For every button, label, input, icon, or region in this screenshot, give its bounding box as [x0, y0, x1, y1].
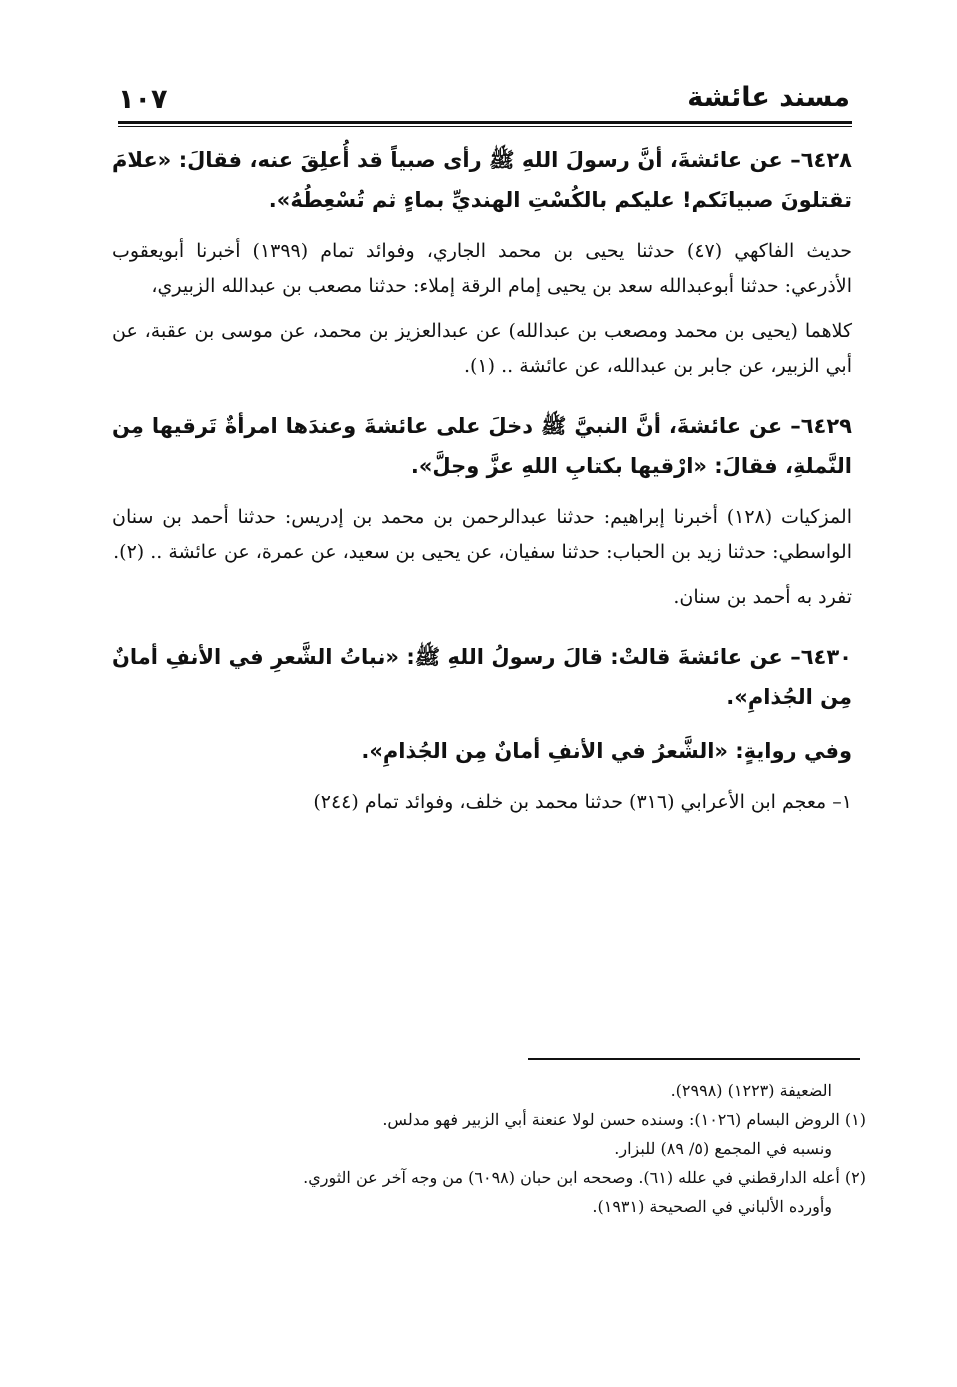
- page-number: ١٠٧: [118, 84, 168, 115]
- footnote-1: (١) الروض البسام (١٠٢٦): وسنده حسن لولا عنعنة أبي الزبير فهو مدلس.: [382, 1110, 866, 1129]
- footnotes: [130, 1076, 866, 1221]
- footnote-1-continuation: ونسبه في المجمع (٥/ ٨٩) للبزار.: [614, 1139, 832, 1158]
- hadith-6429-text: ٦٤٢٩– عن عائشةَ، أنَّ النبيَّ ﷺ دخلَ على عائشةَ وعندَها امرأةٌ تَرقيها مِن النَّملةِ، فقالَ: «ارْقيها بكتابِ اللهِ عزَّ وجلَّ».: [112, 414, 852, 478]
- hadith-6429-note: تفرد به أحمد بن سنان.: [673, 586, 852, 608]
- main-text: [112, 140, 852, 830]
- header-rule-thick: [118, 121, 852, 124]
- header-rule-thin: [118, 126, 852, 127]
- hadith-6428-text: ٦٤٢٨– عن عائشةَ، أنَّ رسولَ اللهِ ﷺ رأى صبياً قد أُعلِقَ عنه، فقالَ: «علامَ تقتلونَ صبيانَكم! عليكم بالكُسْتِ الهنديِّ بماءٍ ثم تُسْعِطُهُ».: [112, 148, 852, 212]
- running-title: مسند عائشة: [687, 82, 850, 113]
- footnote-2: (٢) أعله الدارقطني في علله (٦١). وصححه ابن حبان (٦٠٩٨) من وجه آخر عن الثوري.: [303, 1168, 866, 1187]
- hadith-6428-source-1: حديث الفاكهي (٤٧) حدثنا يحيى بن محمد الجاري، وفوائد تمام (١٣٩٩) أخبرنا أبويعقوب الأذرعي: حدثنا أبوعبدالله سعد بن يحيى إمام الرقة إملاء: حدثنا مصعب بن عبدالله الزبيري،: [112, 240, 852, 297]
- hadith-6430-source-1: ١– معجم ابن الأعرابي (٣١٦) حدثنا محمد بن خلف، وفوائد تمام (٢٤٤): [313, 791, 852, 813]
- hadith-6430-text: ٦٤٣٠– عن عائشةَ قالتْ: قالَ رسولُ اللهِ ﷺ: «نباتُ الشَّعرِ في الأنفِ أمانٌ مِن الجُذامِ».: [112, 645, 852, 709]
- hadith-6428-source-2: كلاهما (يحيى بن محمد ومصعب بن عبدالله) عن عبدالعزيز بن محمد، عن موسى بن عقبة، عن أبي الزبير، عن جابر بن عبدالله، عن عائشة .. (١).: [112, 320, 852, 377]
- page-header: [118, 78, 850, 122]
- hadith-6429-source-1: المزكيات (١٢٨) أخبرنا إبراهيم: حدثنا عبدالرحمن بن محمد بن إدريس: حدثنا أحمد بن سنان الواسطي: حدثنا زيد بن الحباب: حدثنا سفيان، عن يحيى بن سعيد، عن عمرة، عن عائشة .. (٢).: [112, 506, 852, 563]
- hadith-6430-riwaya: وفي روايةٍ: «الشَّعرُ في الأنفِ أمانٌ مِن الجُذامِ».: [361, 739, 852, 763]
- footnote-separator: [528, 1058, 860, 1060]
- footnote-line: الضعيفة (١٢٢٣) (٢٩٩٨).: [670, 1081, 832, 1100]
- footnote-2-continuation: وأورده الألباني في الصحيحة (١٩٣١).: [592, 1197, 832, 1216]
